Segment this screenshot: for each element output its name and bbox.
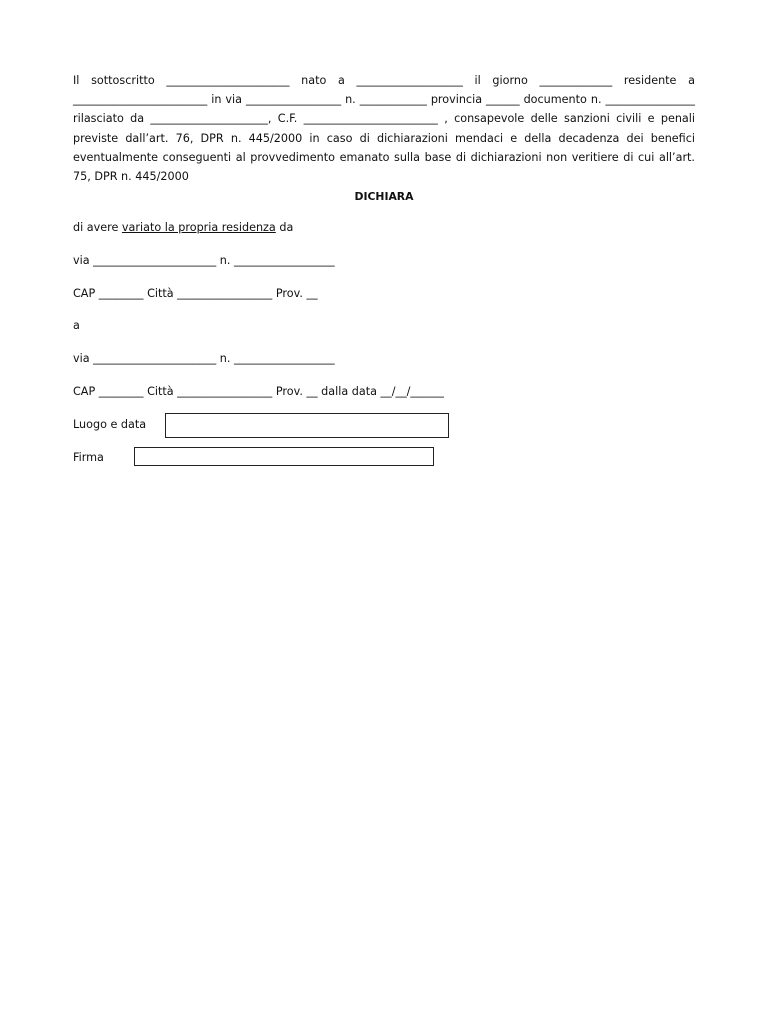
from-street-line: via ______________________ n. __________________ [73, 254, 335, 267]
declaration-prefix: di avere [73, 221, 122, 234]
declaration-suffix: da [275, 221, 294, 234]
intro-paragraph: Il sottoscritto ______________________ nato a ___________________ il giorno _____________ residente a ________________________ in via _________________ n. ____________ provincia ______ documento n. ________________ rilasciato da _____________________, C.F. ________________________ , consapevole delle sanzioni civili e penali previste dall’art. 76, DPR n. 445/2000 in caso di dichiarazioni mendaci e della decadenza dei benefici eventualmente conseguenti al provvedimento emanato sulla base di dichiarazioni non veritiere di cui all’art. 75, DPR n. 445/2000 [73, 74, 695, 184]
signature-label: Firma [73, 451, 104, 464]
declaration-underlined: variato la propria residenza [121, 221, 276, 234]
declaration-heading: DICHIARA [354, 190, 414, 204]
document-page [73, 71, 695, 464]
separator-a: a [73, 319, 80, 332]
signature-field[interactable] [134, 447, 434, 466]
from-city-line: CAP ________ Città _________________ Prov. __ [73, 287, 318, 300]
to-street-line: via ______________________ n. __________________ [73, 352, 335, 365]
place-date-field[interactable] [165, 413, 449, 438]
to-city-date-line: CAP ________ Città _________________ Prov. __ dalla data __/__/______ [73, 385, 444, 398]
place-date-label: Luogo e data [73, 418, 147, 431]
declaration-line [73, 220, 293, 236]
